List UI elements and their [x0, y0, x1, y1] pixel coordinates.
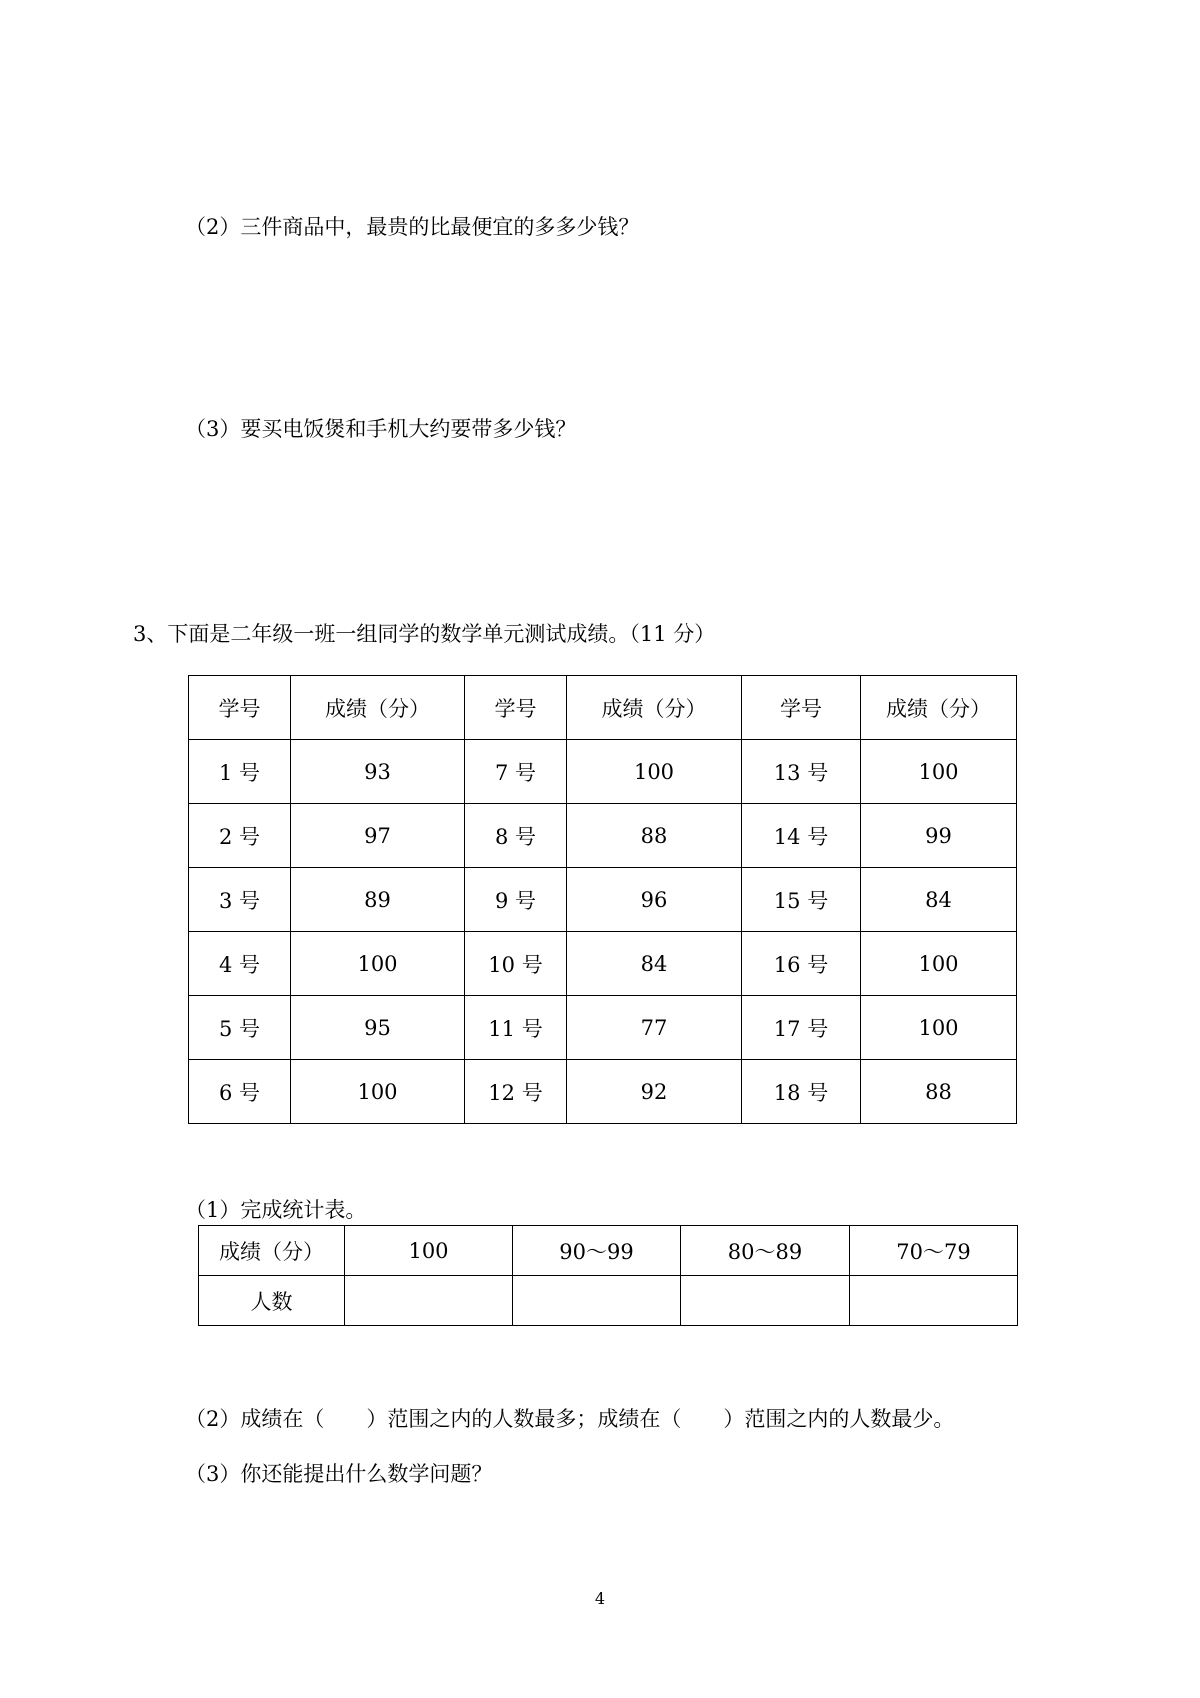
- table-cell: 99: [861, 804, 1017, 868]
- header-cell: 成绩（分）: [291, 676, 465, 740]
- part-1-instruction: （1）完成统计表。: [185, 1198, 367, 1222]
- table-cell: 10 号: [465, 932, 567, 996]
- part-3-question: （3）你还能提出什么数学问题？: [185, 1462, 493, 1486]
- answer-cell[interactable]: [345, 1276, 513, 1326]
- table-cell: 96: [567, 868, 742, 932]
- answer-cell[interactable]: [681, 1276, 850, 1326]
- table-header-row: [189, 676, 1017, 740]
- table-cell: 88: [567, 804, 742, 868]
- table-row: [199, 1276, 1018, 1326]
- table-cell: 1 号: [189, 740, 291, 804]
- table-cell: 92: [567, 1060, 742, 1124]
- header-cell: 成绩（分）: [199, 1226, 345, 1276]
- table-cell: 100: [291, 932, 465, 996]
- header-cell: 学号: [742, 676, 861, 740]
- table-cell: 89: [291, 868, 465, 932]
- table-cell: 84: [861, 868, 1017, 932]
- table-cell: 14 号: [742, 804, 861, 868]
- statistics-table: [198, 1225, 1018, 1326]
- section-3-title: 3、下面是二年级一班一组同学的数学单元测试成绩。（11 分）: [133, 622, 716, 646]
- table-cell: 17 号: [742, 996, 861, 1060]
- part-2-question: （2）成绩在（ ）范围之内的人数最多；成绩在（ ）范围之内的人数最少。: [185, 1407, 955, 1431]
- table-header-row: [199, 1226, 1018, 1276]
- table-cell: 2 号: [189, 804, 291, 868]
- question-3: （3）要买电饭煲和手机大约要带多少钱？: [185, 417, 577, 441]
- table-cell: 7 号: [465, 740, 567, 804]
- table-cell: 18 号: [742, 1060, 861, 1124]
- table-cell: 84: [567, 932, 742, 996]
- table-cell: 88: [861, 1060, 1017, 1124]
- table-cell: 100: [567, 740, 742, 804]
- header-cell: 学号: [465, 676, 567, 740]
- table-row: [189, 804, 1017, 868]
- header-cell: 学号: [189, 676, 291, 740]
- table-cell: 95: [291, 996, 465, 1060]
- scores-table: [188, 675, 1017, 1124]
- table-cell: 97: [291, 804, 465, 868]
- header-cell: 成绩（分）: [567, 676, 742, 740]
- page-number: 4: [594, 1589, 606, 1608]
- table-cell: 5 号: [189, 996, 291, 1060]
- answer-cell[interactable]: [850, 1276, 1018, 1326]
- table-cell: 12 号: [465, 1060, 567, 1124]
- table-cell: 100: [861, 740, 1017, 804]
- table-cell: 8 号: [465, 804, 567, 868]
- table-cell: 6 号: [189, 1060, 291, 1124]
- table-row: [189, 996, 1017, 1060]
- table-cell: 93: [291, 740, 465, 804]
- table-cell: 13 号: [742, 740, 861, 804]
- table-cell: 77: [567, 996, 742, 1060]
- header-cell: 100: [345, 1226, 513, 1276]
- table-cell: 9 号: [465, 868, 567, 932]
- table-row: [189, 868, 1017, 932]
- table-cell: 100: [861, 996, 1017, 1060]
- row-label: 人数: [199, 1276, 345, 1326]
- question-2: （2）三件商品中，最贵的比最便宜的多多少钱？: [185, 215, 640, 239]
- table-row: [189, 1060, 1017, 1124]
- table-row: [189, 932, 1017, 996]
- header-cell: 成绩（分）: [861, 676, 1017, 740]
- table-cell: 3 号: [189, 868, 291, 932]
- header-cell: 90～99: [513, 1226, 681, 1276]
- table-row: [189, 740, 1017, 804]
- header-cell: 80～89: [681, 1226, 850, 1276]
- table-cell: 16 号: [742, 932, 861, 996]
- table-cell: 15 号: [742, 868, 861, 932]
- table-cell: 100: [861, 932, 1017, 996]
- table-cell: 4 号: [189, 932, 291, 996]
- answer-cell[interactable]: [513, 1276, 681, 1326]
- header-cell: 70～79: [850, 1226, 1018, 1276]
- table-cell: 11 号: [465, 996, 567, 1060]
- table-cell: 100: [291, 1060, 465, 1124]
